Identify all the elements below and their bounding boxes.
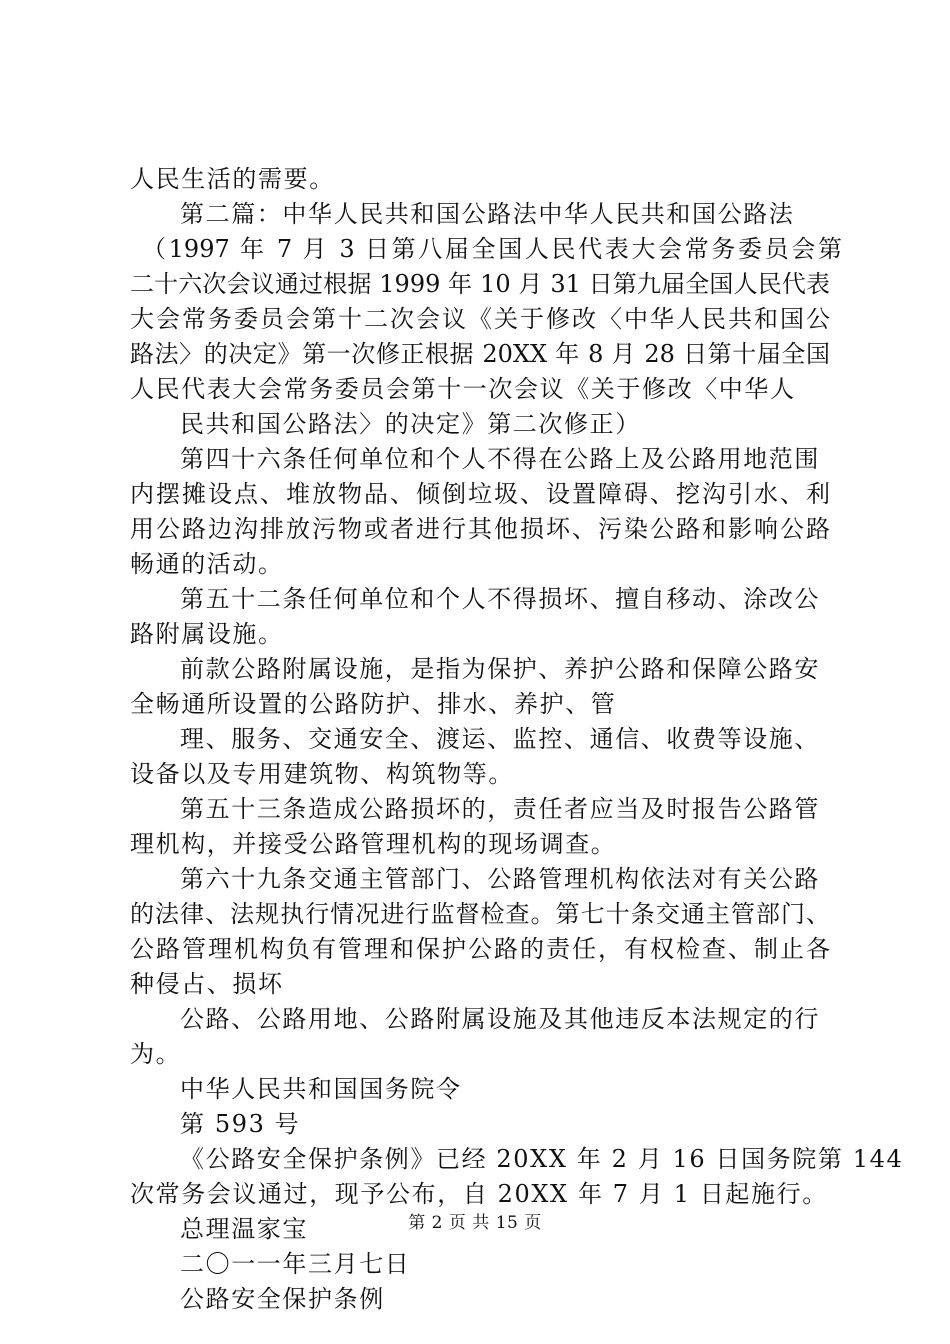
regulation-title: 公路安全保护条例 xyxy=(180,1285,385,1313)
text-line: 人民生活的需要。 xyxy=(130,165,335,193)
text-line: 前款公路附属设施，是指为保护、养护公路和保障公路安 xyxy=(180,655,820,683)
text-line: 畅通的活动。 xyxy=(130,550,284,578)
text-line: 大会常务委员会第十二次会议《关于修改〈中华人民共和国公 xyxy=(130,305,830,333)
article-53: 第五十三条造成公路损坏的，责任者应当及时报告公路管 xyxy=(180,795,820,823)
text-line: 内摆摊设点、堆放物品、倾倒垃圾、设置障碍、挖沟引水、利 xyxy=(130,480,830,508)
text-line: 设备以及专用建筑物、构筑物等。 xyxy=(130,760,514,788)
text-line: 的法律、法规执行情况进行监督检查。第七十条交通主管部门、 xyxy=(130,900,830,928)
text-line: 理机构，并接受公路管理机构的现场调查。 xyxy=(130,830,617,858)
text-line: （1997 年 7 月 3 日第八届全国人民代表大会常务委员会第 xyxy=(142,235,842,263)
page-footer: 第 2 页 共 15 页 xyxy=(408,1213,542,1233)
section-heading: 第二篇：中华人民共和国公路法中华人民共和国公路法 xyxy=(180,200,795,228)
text-line: 次常务会议通过，现予公布，自 20XX 年 7 月 1 日起施行。 xyxy=(130,1180,828,1208)
text-line: 路附属设施。 xyxy=(130,620,284,648)
article-69: 第六十九条交通主管部门、公路管理机构依法对有关公路 xyxy=(180,865,820,893)
text-line: 公路管理机构负有管理和保护公路的责任，有权检查、制止各 xyxy=(130,935,830,963)
text-line: 人民代表大会常务委员会第十一次会议《关于修改〈中华人 xyxy=(130,375,796,403)
text-line: 路法〉的决定》第一次修正根据 20XX 年 8 月 28 日第十届全国 xyxy=(130,340,830,368)
decree-date: 二〇一一年三月七日 xyxy=(180,1250,411,1278)
decree-number: 第 593 号 xyxy=(180,1110,301,1138)
text-line: 为。 xyxy=(130,1040,182,1068)
text-line: 种侵占、损坏 xyxy=(130,970,284,998)
text-line: 《公路安全保护条例》已经 20XX 年 2 月 16 日国务院第 144 xyxy=(180,1145,904,1173)
text-line: 二十六次会议通过根据 1999 年 10 月 31 日第九届全国人民代表 xyxy=(130,270,830,298)
signatory: 总理温家宝 xyxy=(180,1215,308,1243)
article-52: 第五十二条任何单位和个人不得损坏、擅自移动、涂改公 xyxy=(180,585,820,613)
text-line: 理、服务、交通安全、渡运、监控、通信、收费等设施、 xyxy=(180,725,820,753)
text-line: 民共和国公路法〉的决定》第二次修正） xyxy=(180,410,641,438)
text-line: 全畅通所设置的公路防护、排水、养护、管 xyxy=(130,690,617,718)
text-line: 用公路边沟排放污物或者进行其他损坏、污染公路和影响公路 xyxy=(130,515,830,543)
article-46: 第四十六条任何单位和个人不得在公路上及公路用地范围 xyxy=(180,445,820,473)
text-line: 公路、公路用地、公路附属设施及其他违反本法规定的行 xyxy=(180,1005,820,1033)
document-body xyxy=(130,162,904,1317)
decree-title: 中华人民共和国国务院令 xyxy=(180,1075,462,1103)
